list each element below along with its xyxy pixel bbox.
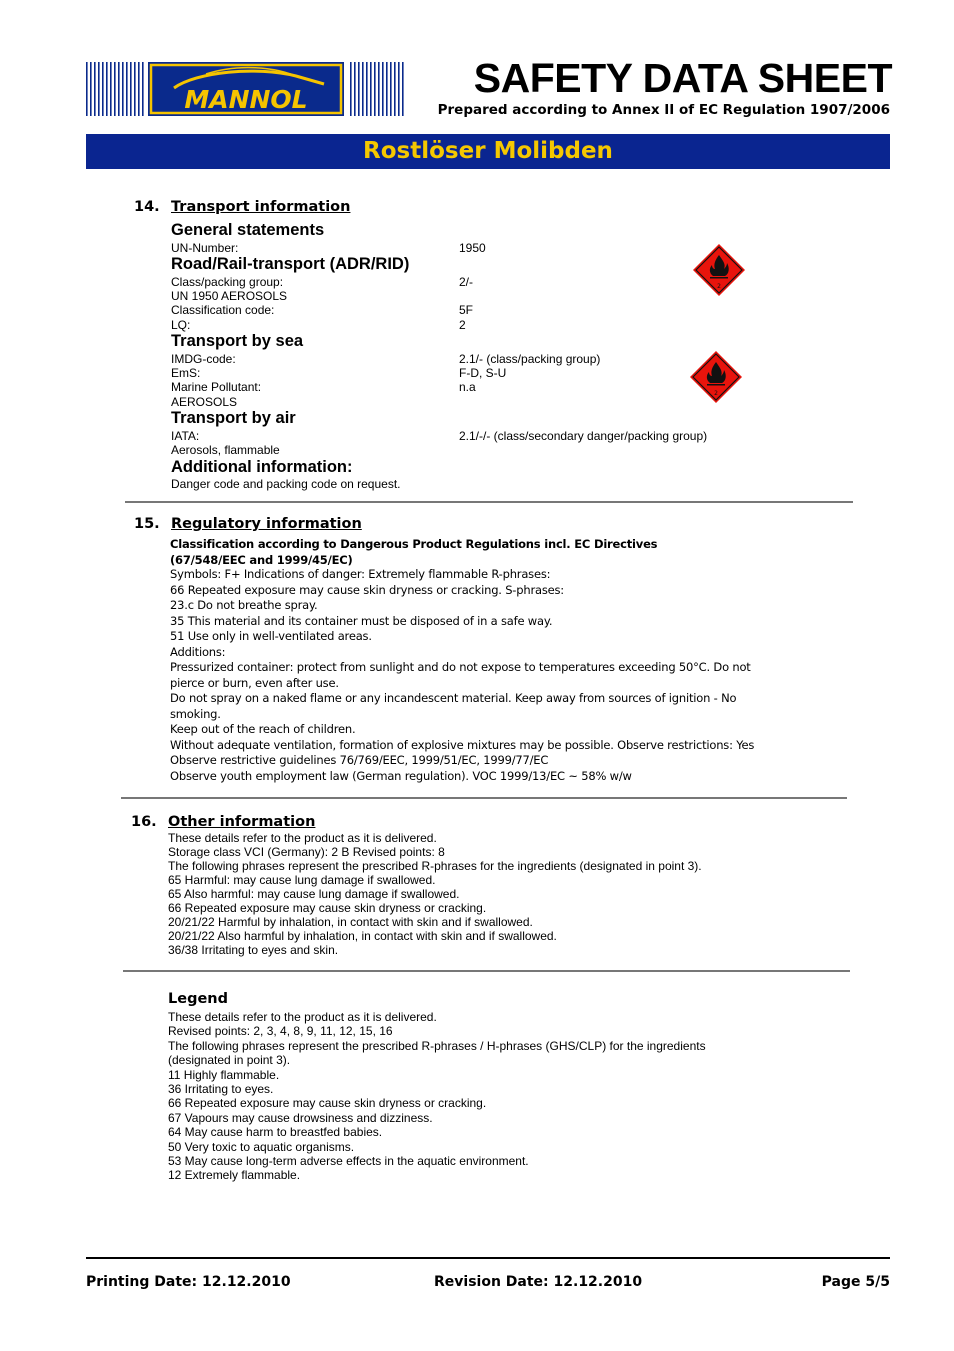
svg-text:2: 2 (714, 390, 718, 397)
legend-line: 50 Very toxic to aquatic organisms. (168, 1139, 355, 1154)
regulatory-line: Additions: (170, 644, 226, 659)
flammable-gas-hazard-icon-sea (689, 350, 743, 404)
regulatory-line: Without adequate ventilation, formation of explosive mixtures may be possible. Observe restrictions: Yes (170, 737, 755, 752)
regulatory-line: Observe restrictive guidelines 76/769/EEC, 1999/51/EC, 1999/77/EC (170, 753, 549, 767)
legend-title: Legend (168, 991, 228, 1007)
other-info-line: 20/21/22 Also harmful by inhalation, in contact with skin and if swallowed. (168, 929, 557, 943)
document-title: SAFETY DATA SHEET (473, 55, 892, 101)
other-info-line: These details refer to the product as it is delivered. (168, 831, 437, 845)
other-info-line: 36/38 Irritating to eyes and skin. (168, 943, 339, 957)
general-statements-heading: General statements (171, 221, 325, 239)
class-packing-label: Class/packing group: (171, 275, 284, 289)
ems-label: EmS: (171, 366, 201, 380)
legend-line: These details refer to the product as it is delivered. (168, 1010, 437, 1024)
footer-divider (86, 1257, 890, 1259)
legend-line: The following phrases represent the prescribed R-phrases / H-phrases (GHS/CLP) for the ingredients (168, 1038, 706, 1053)
transport-by-air-heading: Transport by air (171, 409, 296, 427)
section-16-text (168, 831, 702, 957)
un-number-label: UN-Number: (171, 241, 239, 255)
aerosols-text: AEROSOLS (171, 395, 238, 409)
road-rail-heading: Road/Rail-transport (ADR/RID) (171, 255, 410, 273)
legend-line: 12 Extremely flammable. (168, 1168, 301, 1183)
classification-heading-line: (67/548/EEC and 1999/45/EC) (170, 553, 353, 567)
regulatory-line: Observe youth employment law (German regulation). VOC 1999/13/EC ~ 58% w/w (170, 768, 632, 783)
section-15-bold-lines (170, 536, 657, 568)
regulatory-line: pierce or burn, even after use. (170, 675, 339, 690)
ems-value: F-D, S-U (459, 366, 507, 380)
regulatory-line: Keep out of the reach of children. (170, 722, 356, 736)
other-info-line: 66 Repeated exposure may cause skin dryness or cracking. (168, 901, 487, 915)
transport-by-sea-heading: Transport by sea (171, 332, 304, 350)
logo-brand-text: MANNOL (184, 85, 308, 114)
regulatory-line: Symbols: F+ Indications of danger: Extremely flammable R-phrases: (170, 567, 551, 581)
legend-line: 11 Highly flammable. (168, 1067, 280, 1082)
section-14-number: 14. (134, 199, 160, 215)
section-divider-14 (125, 501, 853, 503)
section-divider-15 (121, 797, 847, 799)
mannol-logo (86, 62, 406, 116)
legend-line: 67 Vapours may cause drowsiness and dizziness. (168, 1110, 433, 1125)
regulatory-line: 66 Repeated exposure may cause skin dryness or cracking. S-phrases: (170, 582, 564, 597)
revision-date: Revision Date: 12.12.2010 (434, 1274, 643, 1290)
regulatory-line: 51 Use only in well-ventilated areas. (170, 629, 372, 643)
iata-label: IATA: (171, 429, 200, 443)
un-aerosols-text: UN 1950 AEROSOLS (171, 289, 288, 303)
iata-value: 2.1/-/- (class/secondary danger/packing group) (459, 429, 708, 443)
legend-line: 66 Repeated exposure may cause skin dryness or cracking. (168, 1096, 487, 1111)
svg-text:2: 2 (717, 283, 721, 290)
imdg-code-value: 2.1/- (class/packing group) (459, 352, 601, 366)
product-name: Rostlöser Molibden (363, 138, 613, 164)
section-14-title: Transport information (171, 199, 351, 215)
section-16-number: 16. (131, 814, 157, 830)
lq-value: 2 (459, 318, 466, 332)
printing-date: Printing Date: 12.12.2010 (86, 1274, 291, 1290)
regulatory-line: Pressurized container: protect from sunlight and do not expose to temperatures exceeding 50°C. Do not (170, 660, 751, 674)
classification-heading-line: Classification according to Dangerous Product Regulations incl. EC Directives (170, 537, 658, 551)
legend-line: Revised points: 2, 3, 4, 8, 9, 11, 12, 15, 16 (168, 1024, 393, 1039)
regulatory-line: 35 This material and its container must be disposed of in a safe way. (170, 613, 553, 628)
additional-information-heading: Additional information: (171, 458, 353, 476)
other-info-line: Storage class VCI (Germany): 2 B Revised points: 8 (168, 845, 445, 859)
legend-line: 53 May cause long-term adverse effects in the aquatic environment. (168, 1154, 529, 1169)
page-number: Page 5/5 (821, 1274, 890, 1290)
legend-line: 64 May cause harm to breastfed babies. (168, 1125, 383, 1140)
lq-label: LQ: (171, 318, 191, 332)
document-subtitle: Prepared according to Annex II of EC Regulation 1907/2006 (437, 102, 890, 118)
section-15-text (170, 567, 754, 784)
section-divider-16 (123, 970, 850, 972)
regulatory-line: Do not spray on a naked flame or any incandescent material. Keep away from sources of ignition - No (170, 691, 737, 705)
legend-line: 36 Irritating to eyes. (168, 1082, 274, 1097)
legend-line: (designated in point 3). (168, 1053, 291, 1068)
classification-code-value: 5F (459, 303, 474, 317)
marine-pollutant-value: n.a (459, 380, 476, 394)
aerosols-flammable-text: Aerosols, flammable (171, 443, 280, 457)
section-16-title: Other information (168, 814, 316, 830)
additional-information-text: Danger code and packing code on request. (171, 477, 401, 491)
classification-code-label: Classification code: (171, 303, 275, 317)
legend-text (168, 1010, 706, 1183)
regulatory-line: 23.c Do not breathe spray. (170, 598, 318, 612)
other-info-line: 20/21/22 Harmful by inhalation, in contact with skin and if swallowed. (168, 915, 533, 929)
marine-pollutant-label: Marine Pollutant: (171, 380, 262, 394)
other-info-line: 65 Also harmful: may cause lung damage if swallowed. (168, 887, 460, 901)
other-info-line: 65 Harmful: may cause lung damage if swallowed. (168, 873, 436, 887)
other-info-line: The following phrases represent the prescribed R-phrases for the ingredients (designated in point 3). (168, 859, 702, 873)
section-15-title: Regulatory information (171, 516, 362, 532)
un-number-value: 1950 (459, 241, 486, 255)
imdg-code-label: IMDG-code: (171, 352, 236, 366)
flammable-gas-hazard-icon (692, 243, 746, 297)
regulatory-line: smoking. (170, 706, 221, 721)
class-packing-value: 2/- (459, 275, 474, 289)
section-15-number: 15. (134, 516, 160, 532)
product-banner (86, 134, 890, 169)
